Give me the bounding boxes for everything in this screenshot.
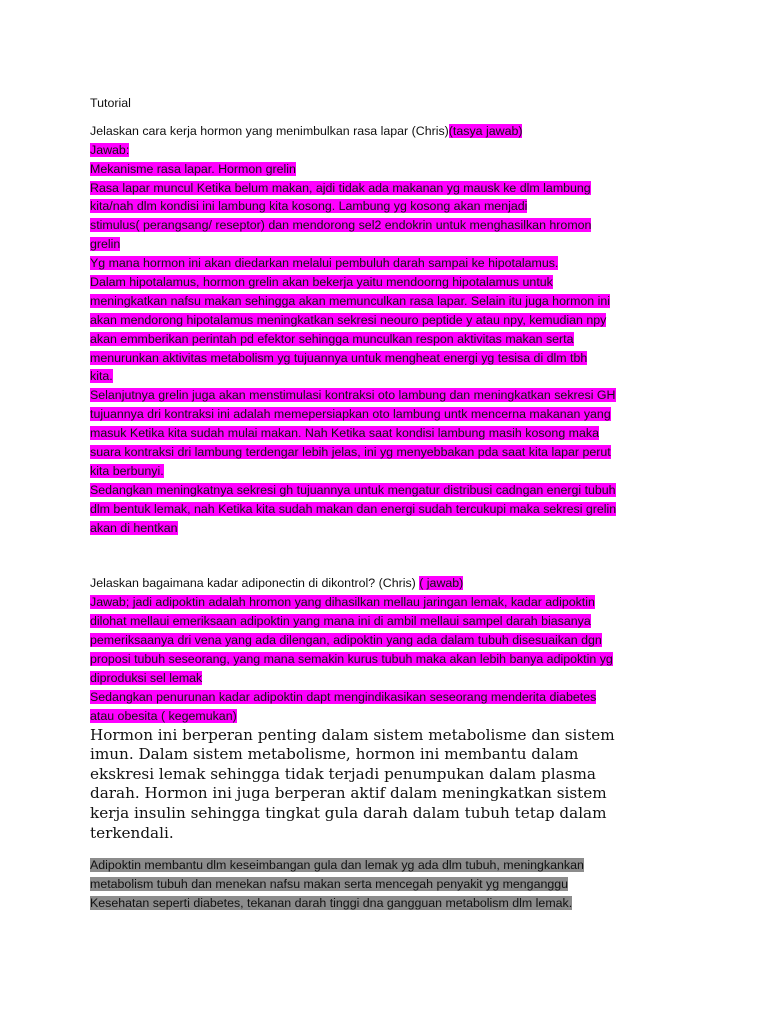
spacer <box>90 113 690 122</box>
answer-2-line: pemeriksaanya dri vena yang ada dilengan, adipoktin yang ada dalam tubuh disesuaikan dgn <box>90 633 602 648</box>
answer-1 <box>90 141 690 538</box>
answer-2-line: Sedangkan penurunan kadar adipoktin dapt mengindikasikan seseorang menderita diabetes <box>90 689 597 704</box>
answer-1-line: stimulus( perangsang/ reseptor) dan mendorong sel2 endokrin untuk menghasilkan hromon <box>90 218 592 233</box>
document-page <box>90 94 690 913</box>
answer-1-line: masuk Ketika kita sudah mulai makan. Nah Ketika saat kondisi lambung masih kosong maka <box>90 426 599 441</box>
answer-1-line: kita berbunyi. <box>90 463 164 478</box>
question-1-text: Jelaskan cara kerja hormon yang menimbulkan rasa lapar (Chris) <box>90 123 449 138</box>
gray-line: Kesehatan seperti diabetes, tekanan darah tinggi dna gangguan metabolism dlm lemak. <box>90 895 573 910</box>
answer-2-line: proposi tubuh seseorang, yang mana semakin kurus tubuh maka akan lebih banya adipoktin yg <box>90 652 613 667</box>
question-1-tag: (tasya jawab) <box>448 123 523 138</box>
answer-1-line: suara kontraksi dri lambung terdengar lebih jelas, ini yg menyebbakan pda saat kita lapar perut <box>90 445 611 460</box>
answer-1-line: grelin <box>90 237 121 252</box>
question-2-tag: ( jawab) <box>419 576 464 591</box>
answer-1-line: Selanjutnya grelin juga akan menstimulasi kontraksi oto lambung dan meningkatkan sekresi GH <box>90 388 616 403</box>
paragraph-line: Hormon ini berperan penting dalam sistem metabolisme dan sistem <box>90 725 615 744</box>
answer-2-line: atau obesita ( kegemukan) <box>90 708 237 723</box>
paragraph-line: kerja insulin sehingga tingkat gula darah dalam tubuh tetap dalam <box>90 803 607 822</box>
gray-highlight-paragraph <box>90 856 690 913</box>
paragraph-line: darah. Hormon ini juga berperan aktif dalam meningkatkan sistem <box>90 784 607 803</box>
answer-2-line: dilohat mellaui emeriksaan adipoktin yang mana ini di ambil mellaui sampel darah biasanya <box>90 614 591 629</box>
paragraph-line: terkendali. <box>90 823 174 842</box>
answer-2-line: Jawab; jadi adipoktin adalah hromon yang dihasilkan mellau jaringan lemak, kadar adipoktin <box>90 595 595 610</box>
answer-1-line: akan mendorong hipotalamus meningkatkan sekresi neouro peptide y atau npy, kemudian npy <box>90 312 607 327</box>
answer-1-line: Rasa lapar muncul Ketika belum makan, ajdi tidak ada makanan yg mausk ke dlm lambung <box>90 180 591 195</box>
answer-1-line: kita/nah dlm kondisi ini lambung kita kosong. Lambung yg kosong akan menjadi <box>90 199 528 214</box>
spacer <box>90 843 690 856</box>
answer-1-line: Mekanisme rasa lapar. Hormon grelin <box>90 161 296 176</box>
paragraph-line: imun. Dalam sistem metabolisme, hormon ini membantu dalam <box>90 745 579 764</box>
document-title: Tutorial <box>90 96 131 110</box>
gray-line: metabolism tubuh dan menekan nafsu makan serta mencegah penyakit yg menganggu <box>90 877 569 892</box>
answer-1-line: Dalam hipotalamus, hormon grelin akan bekerja yaitu mendoorng hipotalamus untuk <box>90 275 553 290</box>
answer-2 <box>90 593 690 725</box>
paragraph-line: ekskresi lemak sehingga tidak terjadi penumpukan dalam plasma <box>90 764 596 783</box>
answer-1-line: meningkatkan nafsu makan sehingga akan memunculkan rasa lapar. Selain itu juga hormon ini <box>90 293 611 308</box>
answer-1-line: tujuannya dri kontraksi ini adalah memepersiapkan oto lambung untk mencerna makanan yang <box>90 407 611 422</box>
answer-1-line: akan emmberikan perintah pd efektor sehingga munculkan respon aktivitas makan serta <box>90 331 574 346</box>
answer-1-line: Sedangkan meningkatnya sekresi gh tujuannya untuk mengatur distribusi cadngan energi tubuh <box>90 482 616 497</box>
answer-1-line: kita. <box>90 369 113 384</box>
adiponectin-role-paragraph <box>90 726 690 844</box>
answer-1-line: Yg mana hormon ini akan diedarkan melalui pembuluh darah sampai ke hipotalamus. <box>90 256 559 271</box>
answer-1-line: akan di hentkan <box>90 520 178 535</box>
question-1 <box>90 122 690 141</box>
gray-line: Adipoktin membantu dlm keseimbangan gula dan lemak yg ada dlm tubuh, meningkankan <box>90 858 584 873</box>
answer-2-line: diproduksi sel lemak <box>90 670 203 685</box>
answer-1-line: dlm bentuk lemak, nah Ketika kita sudah makan dan energi sudah tercukupi maka sekresi grelin <box>90 501 617 516</box>
answer-1-line: Jawab: <box>90 142 130 157</box>
question-2-text: Jelaskan bagaimana kadar adiponectin di dikontrol? (Chris) <box>90 576 420 591</box>
spacer <box>90 537 690 574</box>
answer-1-line: menurunkan aktivitas metabolism yg tujuannya untuk mengheat energi yg tesisa di dlm tbh <box>90 350 588 365</box>
question-2 <box>90 574 690 593</box>
